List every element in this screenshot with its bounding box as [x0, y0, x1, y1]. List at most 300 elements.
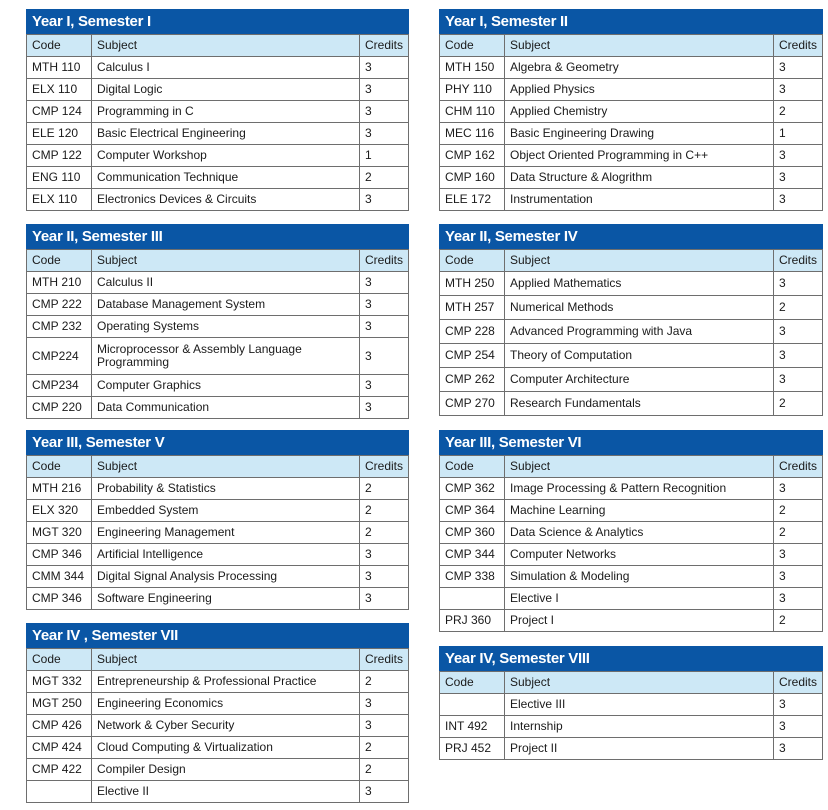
table-row [440, 392, 823, 416]
course-subject-text: Cloud Computing & Virtualization [97, 740, 273, 754]
course-code [27, 671, 92, 693]
course-code [27, 478, 92, 500]
course-credits-text: 3 [779, 148, 786, 162]
course-subject [505, 57, 774, 79]
course-subject-text: Applied Mathematics [510, 276, 622, 290]
table-row [27, 478, 409, 500]
course-subject [92, 338, 360, 375]
course-subject [92, 79, 360, 101]
course-subject [92, 781, 360, 803]
course-credits-text: 3 [365, 82, 372, 96]
course-code-text: ENG 110 [32, 170, 81, 184]
course-credits [360, 737, 409, 759]
table-header-row [27, 649, 409, 671]
course-code [27, 693, 92, 715]
header-subject: Subject [92, 456, 360, 478]
table-row [27, 101, 409, 123]
course-subject [505, 392, 774, 416]
course-subject-text: Data Science & Analytics [510, 525, 644, 539]
course-subject-text: Advanced Programming with Java [510, 324, 693, 338]
course-subject [92, 671, 360, 693]
course-code [440, 738, 505, 760]
table-row [440, 57, 823, 79]
header-subject: Subject [505, 250, 774, 272]
course-subject [505, 344, 774, 368]
semester-table-y4s8 [439, 646, 823, 760]
course-credits-text: 3 [779, 324, 786, 338]
semester-title: Year IV , Semester VII [26, 623, 409, 648]
course-code [27, 79, 92, 101]
course-credits [360, 544, 409, 566]
course-table [439, 455, 823, 632]
course-credits-text: 2 [365, 762, 372, 776]
course-subject [505, 610, 774, 632]
table-row [440, 344, 823, 368]
course-subject-text: Project I [510, 613, 555, 627]
header-subject: Subject [92, 250, 360, 272]
header-code: Code [440, 250, 505, 272]
course-code-text: CMP 426 [32, 718, 82, 732]
course-credits [360, 693, 409, 715]
course-table [26, 34, 409, 211]
table-header-row [27, 456, 409, 478]
course-table [26, 249, 409, 419]
course-code [27, 145, 92, 167]
course-credits-text: 3 [779, 60, 786, 74]
course-code-text: CMP 270 [445, 396, 495, 410]
course-subject [92, 167, 360, 189]
course-credits-text: 2 [365, 481, 372, 495]
table-row [27, 737, 409, 759]
course-credits-text: 3 [365, 104, 372, 118]
course-credits [360, 145, 409, 167]
course-code [27, 781, 92, 803]
course-credits-text: 3 [779, 372, 786, 386]
course-credits-text: 3 [779, 192, 786, 206]
table-row [27, 588, 409, 610]
table-row [440, 610, 823, 632]
course-subject-text: Communication Technique [97, 170, 239, 184]
semester-table-y2s3 [26, 224, 409, 419]
course-credits [774, 544, 823, 566]
header-code: Code [440, 456, 505, 478]
course-subject-text: Probability & Statistics [97, 481, 216, 495]
course-credits [774, 189, 823, 211]
course-credits-text: 3 [365, 275, 372, 289]
course-subject-text: Computer Workshop [97, 148, 207, 162]
course-code [440, 588, 505, 610]
course-code-text: CMP 338 [445, 569, 495, 583]
header-subject: Subject [92, 649, 360, 671]
course-credits [774, 344, 823, 368]
course-subject-text: Simulation & Modeling [510, 569, 630, 583]
header-credits: Credits [360, 456, 409, 478]
course-subject-text: Numerical Methods [510, 300, 614, 314]
course-code [27, 715, 92, 737]
course-code-text: CMP 422 [32, 762, 82, 776]
course-subject [505, 79, 774, 101]
course-credits-text: 2 [365, 740, 372, 754]
table-header-row [27, 250, 409, 272]
course-credits [360, 781, 409, 803]
course-code-text: MEC 116 [445, 126, 495, 140]
table-row [440, 716, 823, 738]
header-credits: Credits [360, 649, 409, 671]
course-credits-text: 3 [365, 569, 372, 583]
table-row [27, 715, 409, 737]
course-code [440, 610, 505, 632]
course-credits [360, 79, 409, 101]
course-code [27, 294, 92, 316]
course-credits [360, 500, 409, 522]
table-row [27, 693, 409, 715]
course-subject [92, 123, 360, 145]
course-subject [505, 738, 774, 760]
course-credits [360, 588, 409, 610]
course-credits-text: 2 [779, 104, 786, 118]
course-credits-text: 3 [779, 591, 786, 605]
course-credits-text: 2 [779, 525, 786, 539]
course-subject-text: Project II [510, 741, 558, 755]
course-code [440, 694, 505, 716]
table-header-row [440, 456, 823, 478]
table-row [27, 145, 409, 167]
course-code-text: CMP224 [32, 348, 79, 363]
table-row [440, 272, 823, 296]
course-code [440, 272, 505, 296]
course-credits [360, 566, 409, 588]
course-credits-text: 3 [365, 319, 372, 333]
course-code-text: PRJ 452 [445, 741, 492, 755]
course-code [27, 123, 92, 145]
course-credits-text: 3 [779, 569, 786, 583]
table-row [440, 566, 823, 588]
course-subject [505, 145, 774, 167]
course-subject-text: Computer Graphics [97, 378, 202, 392]
course-code-text: INT 492 [445, 719, 488, 733]
course-code [440, 344, 505, 368]
course-code-text: ELE 120 [32, 126, 79, 140]
course-code-text: CMP 254 [445, 348, 495, 362]
course-subject [92, 478, 360, 500]
course-subject-text: Digital Logic [97, 82, 163, 96]
course-subject [92, 145, 360, 167]
course-subject [505, 296, 774, 320]
course-credits-text: 2 [779, 300, 786, 314]
course-subject-text: Elective III [510, 697, 566, 711]
course-subject-text: Compiler Design [97, 762, 186, 776]
course-code-text: CMP 122 [32, 148, 82, 162]
course-subject-text: Microprocessor & Assembly Language Programming [97, 342, 302, 369]
course-subject [505, 478, 774, 500]
semester-table-y4s7 [26, 623, 409, 803]
course-code-text: ELE 172 [445, 192, 492, 206]
course-code-text: CMP 160 [445, 170, 495, 184]
course-code [440, 101, 505, 123]
course-credits [774, 738, 823, 760]
table-row [440, 101, 823, 123]
course-subject-text: Embedded System [97, 503, 199, 517]
course-subject-text: Engineering Management [97, 525, 235, 539]
course-credits [774, 79, 823, 101]
course-code [27, 375, 92, 397]
course-credits-text: 3 [779, 348, 786, 362]
course-subject-text: Basic Engineering Drawing [510, 126, 655, 140]
course-code [27, 522, 92, 544]
course-credits-text: 3 [779, 741, 786, 755]
course-credits-text: 2 [365, 674, 372, 688]
course-code-text: CMP 344 [445, 547, 495, 561]
course-code [27, 101, 92, 123]
course-subject-text: Applied Chemistry [510, 104, 608, 118]
table-row [440, 694, 823, 716]
header-code: Code [440, 35, 505, 57]
course-code [440, 320, 505, 344]
course-code-text: MGT 250 [32, 696, 82, 710]
course-credits-text: 3 [365, 696, 372, 710]
course-subject-text: Machine Learning [510, 503, 606, 517]
course-subject [92, 500, 360, 522]
course-subject-text: Object Oriented Programming in C++ [510, 148, 709, 162]
header-subject: Subject [92, 35, 360, 57]
course-credits-text: 1 [779, 126, 786, 140]
course-credits [774, 320, 823, 344]
course-code-text: PHY 110 [445, 82, 492, 96]
course-credits-text: 3 [365, 784, 372, 798]
course-credits [774, 145, 823, 167]
course-subject [505, 101, 774, 123]
course-subject [92, 294, 360, 316]
header-code: Code [27, 456, 92, 478]
course-subject [92, 693, 360, 715]
course-code [440, 79, 505, 101]
course-subject [505, 716, 774, 738]
course-code [440, 296, 505, 320]
table-row [440, 320, 823, 344]
table-row [27, 781, 409, 803]
course-code-text: CMP 228 [445, 324, 495, 338]
course-subject-text: Calculus I [97, 60, 150, 74]
course-credits-text: 2 [365, 503, 372, 517]
course-code-text: MTH 250 [445, 276, 495, 290]
course-credits-text: 3 [365, 400, 372, 414]
table-row [440, 123, 823, 145]
course-code [440, 478, 505, 500]
course-subject-text: Entrepreneurship & Professional Practice [97, 674, 317, 688]
course-credits [360, 57, 409, 79]
course-credits-text: 3 [365, 297, 372, 311]
table-row [440, 544, 823, 566]
course-credits [360, 671, 409, 693]
course-subject [505, 368, 774, 392]
table-header-row [27, 35, 409, 57]
course-code-text: MTH 257 [445, 300, 495, 314]
course-table [439, 671, 823, 760]
course-subject [92, 588, 360, 610]
course-code [440, 544, 505, 566]
course-subject [92, 522, 360, 544]
course-code-text: CMP 424 [32, 740, 82, 754]
course-code-text: CMP 162 [445, 148, 495, 162]
course-table [26, 455, 409, 610]
course-credits-text: 1 [365, 148, 372, 162]
course-credits [774, 296, 823, 320]
course-credits [360, 522, 409, 544]
table-row [27, 397, 409, 419]
header-code: Code [27, 250, 92, 272]
course-code [27, 338, 92, 375]
course-code-text: ELX 110 [32, 82, 78, 96]
course-code-text: MTH 150 [445, 60, 495, 74]
course-subject [505, 522, 774, 544]
course-credits [360, 167, 409, 189]
course-credits-text: 2 [365, 525, 372, 539]
course-subject-text: Data Communication [97, 400, 210, 414]
course-subject [505, 544, 774, 566]
course-code [440, 57, 505, 79]
course-subject [505, 272, 774, 296]
course-credits [774, 694, 823, 716]
header-credits: Credits [774, 672, 823, 694]
course-credits-text: 3 [365, 718, 372, 732]
course-credits [774, 610, 823, 632]
semester-table-y1s1 [26, 9, 409, 211]
course-code-text: MTH 110 [32, 60, 81, 74]
course-credits [774, 500, 823, 522]
header-credits: Credits [774, 250, 823, 272]
header-subject: Subject [505, 456, 774, 478]
course-subject-text: Operating Systems [97, 319, 200, 333]
course-subject-text: Engineering Economics [97, 696, 224, 710]
table-row [440, 738, 823, 760]
course-credits-text: 3 [365, 547, 372, 561]
semester-table-y2s4 [439, 224, 823, 416]
course-code-text: CHM 110 [445, 104, 495, 118]
semester-title: Year III, Semester VI [439, 430, 823, 455]
course-credits [774, 167, 823, 189]
course-subject-text: Computer Architecture [510, 372, 630, 386]
course-code [27, 588, 92, 610]
course-subject [92, 737, 360, 759]
course-credits [360, 759, 409, 781]
course-code [27, 759, 92, 781]
course-credits [774, 566, 823, 588]
semester-title: Year II, Semester IV [439, 224, 823, 249]
course-credits-text: 3 [779, 719, 786, 733]
course-code [440, 566, 505, 588]
table-row [27, 759, 409, 781]
table-row [27, 338, 409, 375]
course-subject-text: Digital Signal Analysis Processing [97, 569, 278, 583]
course-credits [360, 123, 409, 145]
course-subject [92, 544, 360, 566]
course-credits-text: 3 [779, 697, 786, 711]
course-code-text: CMP 346 [32, 591, 82, 605]
course-subject [92, 272, 360, 294]
header-credits: Credits [774, 35, 823, 57]
course-credits-text: 3 [365, 126, 372, 140]
table-row [440, 145, 823, 167]
table-row [27, 167, 409, 189]
course-credits [774, 716, 823, 738]
course-code [440, 500, 505, 522]
course-subject-text: Internship [510, 719, 563, 733]
course-subject [92, 57, 360, 79]
course-code-text: ELX 110 [32, 192, 78, 206]
course-code-text: MGT 332 [32, 674, 82, 688]
course-subject [505, 167, 774, 189]
course-credits-text: 3 [365, 591, 372, 605]
course-code [440, 123, 505, 145]
table-row [27, 566, 409, 588]
course-subject [92, 316, 360, 338]
course-credits-text: 3 [779, 170, 786, 184]
course-subject [92, 101, 360, 123]
course-credits [774, 57, 823, 79]
course-code [27, 566, 92, 588]
course-table [439, 249, 823, 416]
table-row [27, 522, 409, 544]
course-credits [774, 588, 823, 610]
course-code-text: MTH 216 [32, 481, 82, 495]
table-row [440, 588, 823, 610]
semester-title: Year III, Semester V [26, 430, 409, 455]
course-subject-text: Artificial Intelligence [97, 547, 204, 561]
semester-title: Year II, Semester III [26, 224, 409, 249]
course-subject [505, 320, 774, 344]
course-subject [92, 715, 360, 737]
table-row [27, 272, 409, 294]
semester-table-y3s5 [26, 430, 409, 610]
table-row [440, 478, 823, 500]
course-credits-text: 3 [365, 60, 372, 74]
header-credits: Credits [360, 35, 409, 57]
course-code-text: CMP 364 [445, 503, 495, 517]
course-credits [774, 392, 823, 416]
course-subject-text: Theory of Computation [510, 348, 633, 362]
header-code: Code [27, 649, 92, 671]
course-credits [360, 478, 409, 500]
header-code: Code [440, 672, 505, 694]
course-code [27, 544, 92, 566]
course-credits [774, 478, 823, 500]
course-credits-text: 2 [365, 170, 372, 184]
course-credits [360, 338, 409, 375]
course-subject [505, 189, 774, 211]
course-code-text: CMM 344 [32, 569, 85, 583]
course-subject-text: Software Engineering [97, 591, 212, 605]
table-row [440, 189, 823, 211]
table-row [440, 500, 823, 522]
table-row [27, 316, 409, 338]
course-code [440, 716, 505, 738]
semester-table-y1s2 [439, 9, 823, 211]
course-code [27, 57, 92, 79]
table-header-row [440, 250, 823, 272]
course-credits [360, 715, 409, 737]
course-credits [360, 316, 409, 338]
course-code [440, 189, 505, 211]
table-row [440, 522, 823, 544]
course-code-text: CMP 220 [32, 400, 82, 414]
table-row [27, 189, 409, 211]
course-credits [774, 123, 823, 145]
course-subject-text: Elective II [97, 784, 150, 798]
course-code-text: CMP 346 [32, 547, 82, 561]
header-credits: Credits [774, 456, 823, 478]
semester-title: Year IV, Semester VIII [439, 646, 823, 671]
course-subject-text: Basic Electrical Engineering [97, 126, 246, 140]
